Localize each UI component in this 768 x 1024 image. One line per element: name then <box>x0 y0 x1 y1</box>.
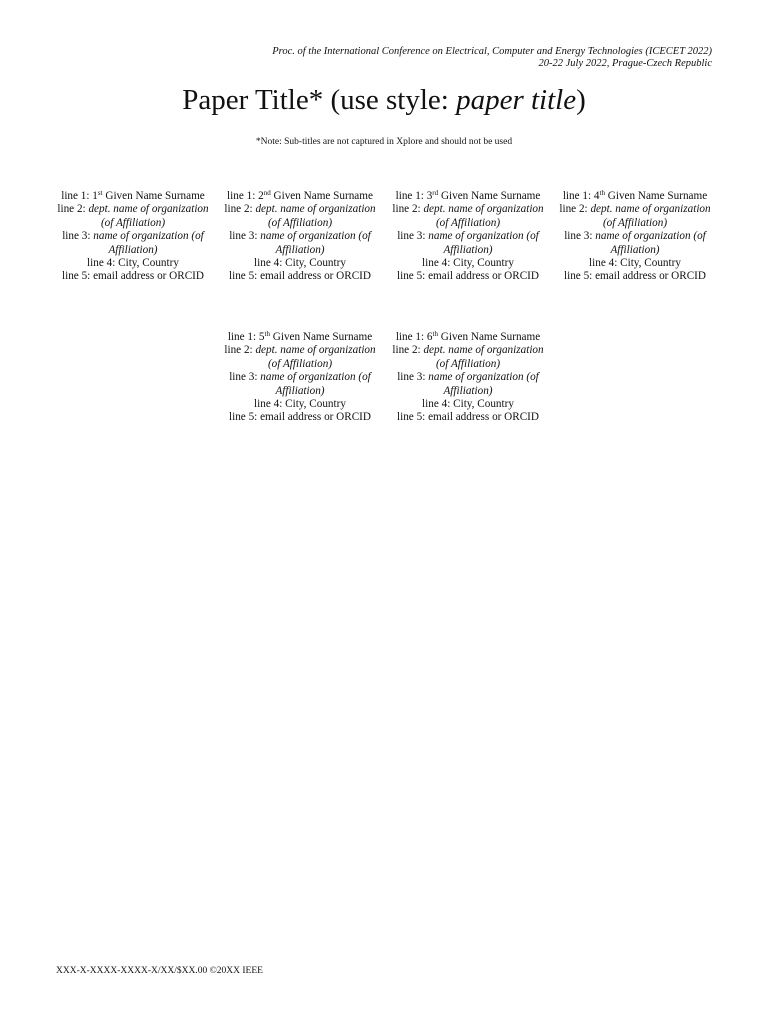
paper-title-main: Paper Title* (use style: <box>182 84 457 116</box>
author-dept-line: line 2: dept. name of organization <box>559 203 711 216</box>
author-dept-line-cont: (of Affiliation) <box>435 216 501 229</box>
paper-title-italic: paper title <box>456 84 577 116</box>
ordinal-suffix: st <box>97 189 103 197</box>
author-org-line: line 3: name of organization (of <box>229 230 371 243</box>
author-name-line: line 1: 1st Given Name Surname <box>61 189 205 202</box>
author-block-1 <box>53 190 213 284</box>
author-city-line: line 4: City, Country <box>87 257 179 270</box>
author-name-line: line 1: 3rd Given Name Surname <box>395 189 541 202</box>
author-city-line: line 4: City, Country <box>589 257 681 270</box>
author-block-5 <box>220 331 380 425</box>
author-email-line: line 5: email address or ORCID <box>397 270 539 283</box>
paper-title <box>0 82 768 118</box>
author-name-line: line 1: 6th Given Name Surname <box>395 330 541 343</box>
author-city-line: line 4: City, Country <box>422 398 514 411</box>
author-org-line: line 3: name of organization (of <box>229 371 371 384</box>
author-dept-line: line 2: dept. name of organization <box>224 344 376 357</box>
ordinal-suffix: th <box>264 330 270 338</box>
author-org-line: line 3: name of organization (of <box>397 371 539 384</box>
author-block-4 <box>555 190 715 284</box>
author-block-3 <box>388 190 548 284</box>
author-org-line-cont: Affiliation) <box>443 243 493 256</box>
author-email-line: line 5: email address or ORCID <box>229 411 371 424</box>
author-dept-line-cont: (of Affiliation) <box>602 216 668 229</box>
author-city-line: line 4: City, Country <box>254 257 346 270</box>
copyright-footer: XXX-X-XXXX-XXXX-X/XX/$XX.00 ©20XX IEEE <box>56 966 263 976</box>
ordinal-suffix: th <box>599 189 605 197</box>
author-dept-line-cont: (of Affiliation) <box>267 216 333 229</box>
author-city-line: line 4: City, Country <box>422 257 514 270</box>
author-dept-line: line 2: dept. name of organization <box>392 344 544 357</box>
author-dept-line-cont: (of Affiliation) <box>435 357 501 370</box>
author-name-line: line 1: 4th Given Name Surname <box>562 189 708 202</box>
author-block-6 <box>388 331 548 425</box>
author-org-line: line 3: name of organization (of <box>397 230 539 243</box>
author-org-line-cont: Affiliation) <box>610 243 660 256</box>
author-org-line-cont: Affiliation) <box>275 384 325 397</box>
author-dept-line: line 2: dept. name of organization <box>57 203 209 216</box>
ordinal-suffix: nd <box>263 189 271 197</box>
author-dept-line-cont: (of Affiliation) <box>100 216 166 229</box>
conference-name: Proc. of the International Conference on Electrical, Computer and Energy Technologies (ICECET 2022) <box>272 46 712 57</box>
author-org-line-cont: Affiliation) <box>443 384 493 397</box>
paper-title-close: ) <box>576 84 586 116</box>
author-city-line: line 4: City, Country <box>254 398 346 411</box>
author-email-line: line 5: email address or ORCID <box>62 270 204 283</box>
author-email-line: line 5: email address or ORCID <box>229 270 371 283</box>
author-org-line: line 3: name of organization (of <box>564 230 706 243</box>
ordinal-suffix: th <box>432 330 438 338</box>
conference-header <box>272 46 712 70</box>
author-org-line-cont: Affiliation) <box>108 243 158 256</box>
author-name-line: line 1: 5th Given Name Surname <box>227 330 373 343</box>
conference-date-location: 20-22 July 2022, Prague-Czech Republic <box>538 58 712 69</box>
author-name-line: line 1: 2nd Given Name Surname <box>227 189 373 202</box>
subtitle-note: *Note: Sub-titles are not captured in Xplore and should not be used <box>255 137 513 147</box>
author-dept-line: line 2: dept. name of organization <box>392 203 544 216</box>
author-org-line: line 3: name of organization (of <box>62 230 204 243</box>
author-email-line: line 5: email address or ORCID <box>397 411 539 424</box>
author-org-line-cont: Affiliation) <box>275 243 325 256</box>
author-dept-line-cont: (of Affiliation) <box>267 357 333 370</box>
author-block-2 <box>220 190 380 284</box>
author-dept-line: line 2: dept. name of organization <box>224 203 376 216</box>
ordinal-suffix: rd <box>432 189 439 197</box>
author-email-line: line 5: email address or ORCID <box>564 270 706 283</box>
